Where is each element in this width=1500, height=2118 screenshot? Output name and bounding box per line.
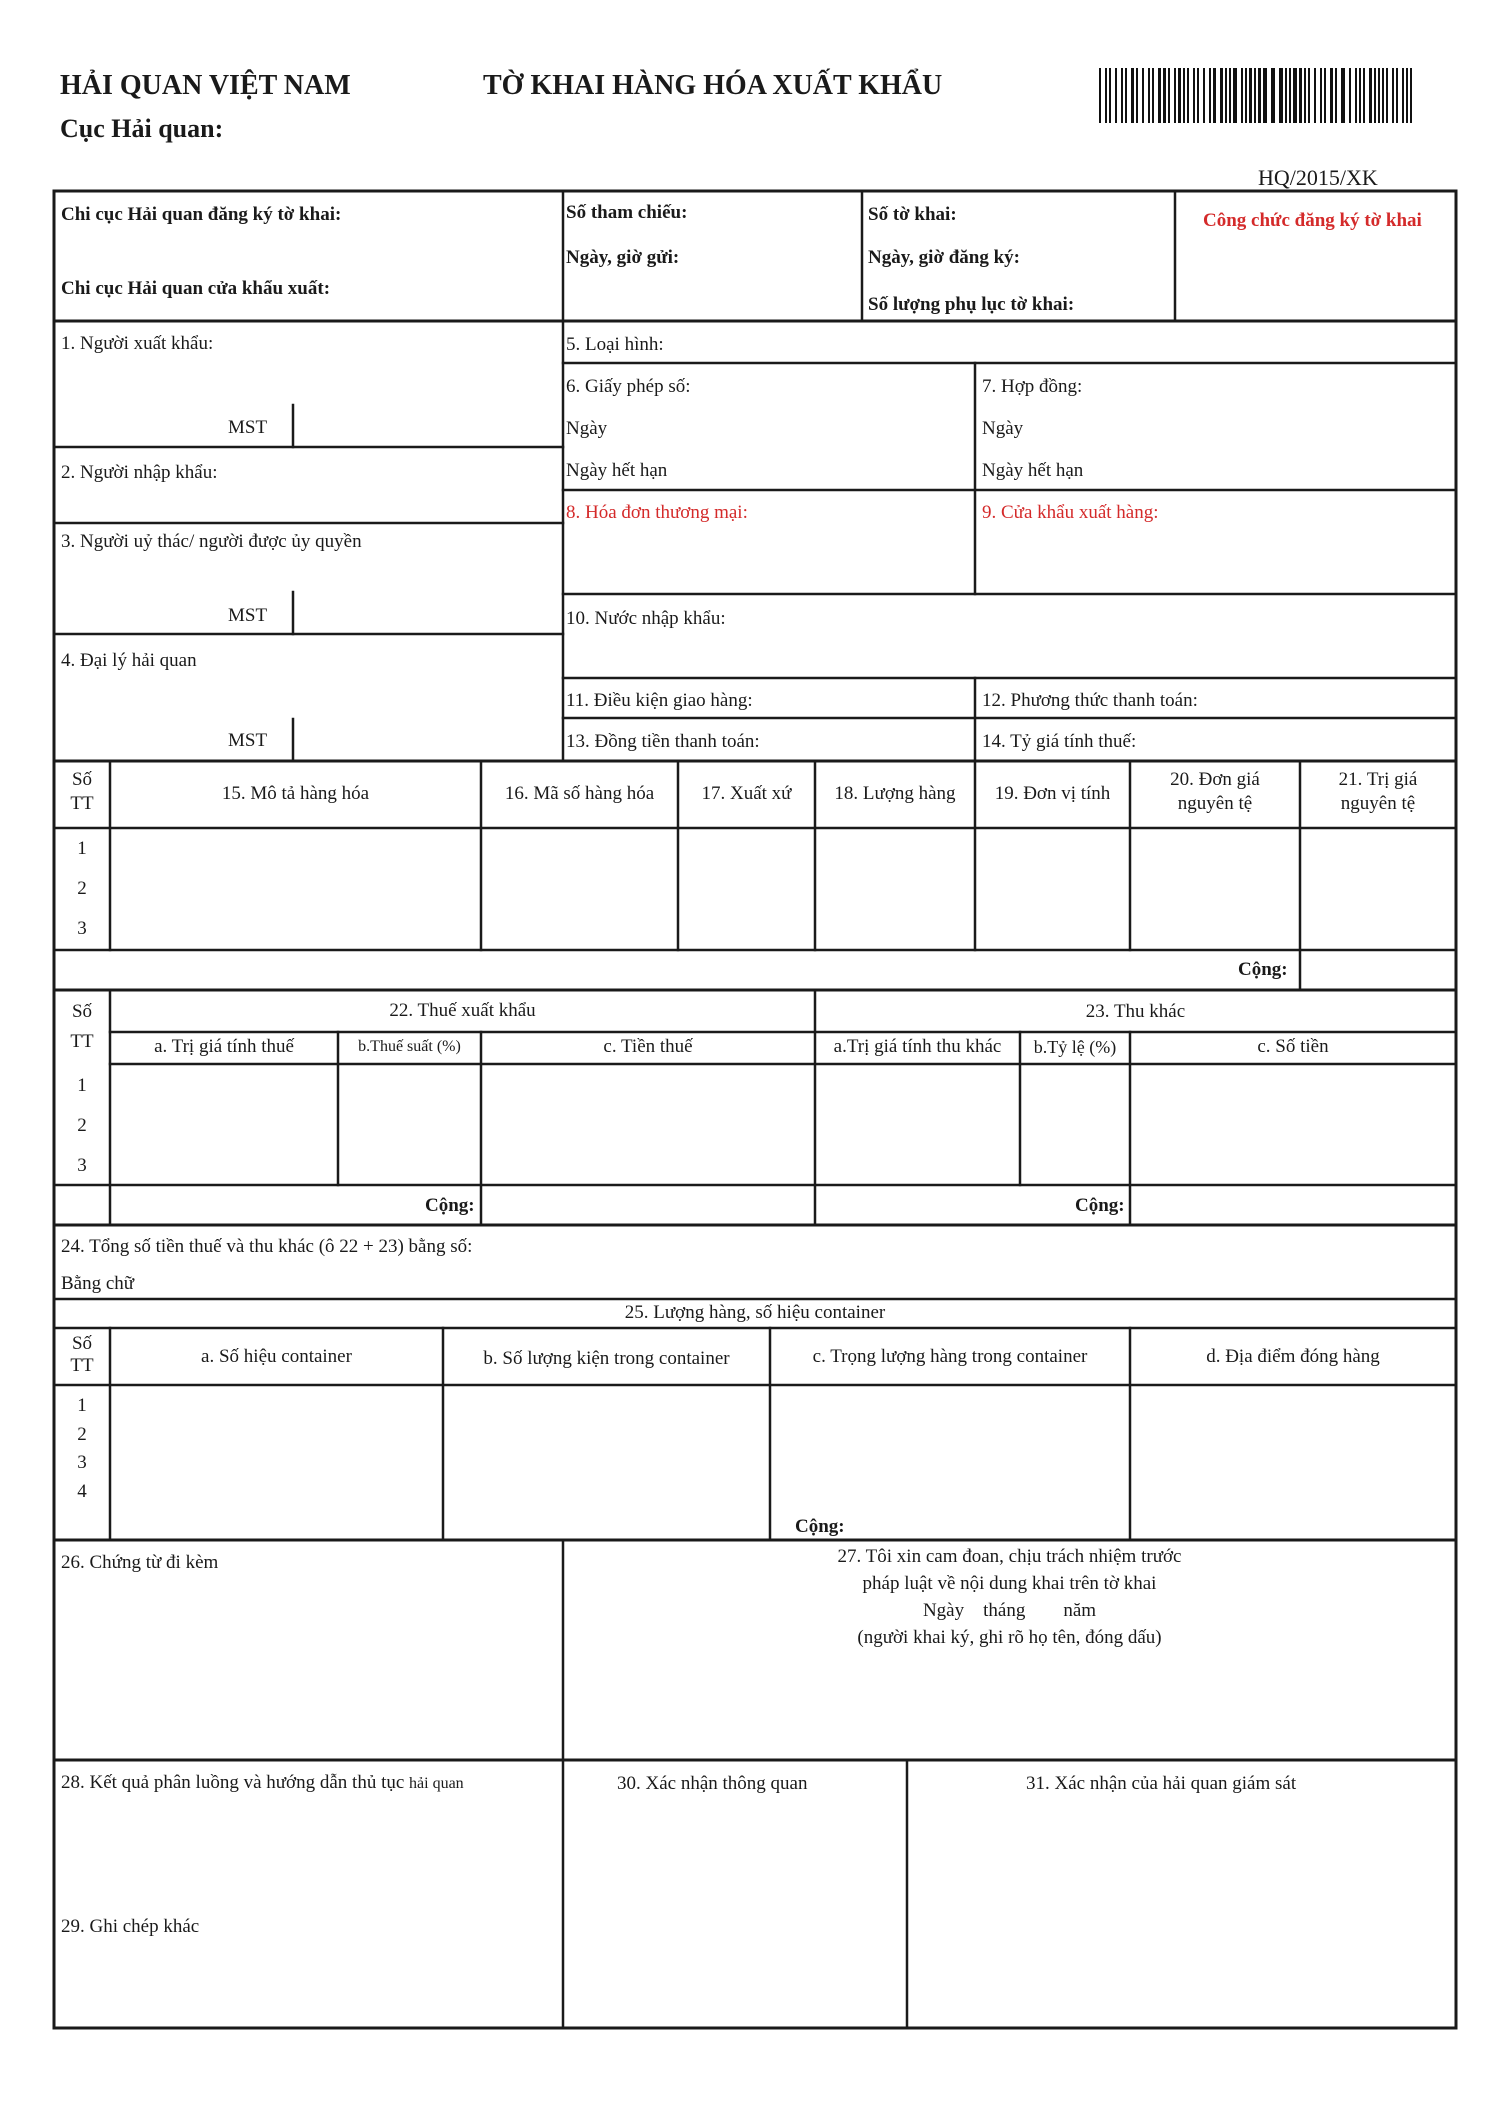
other-notes-label: 29. Ghi chép khác [61, 1916, 200, 1937]
container-number-header: a. Số hiệu container [201, 1346, 352, 1367]
form-code: HQ/2015/XK [1258, 165, 1378, 190]
amount-in-words-label: Bằng chữ [61, 1273, 135, 1294]
authorized-mst-label: MST [228, 605, 268, 626]
goods-row-number: 3 [77, 918, 87, 939]
fee-total-label: Cộng: [1075, 1195, 1125, 1216]
container-row-number: 1 [77, 1395, 87, 1416]
goods-row-number: 2 [77, 878, 87, 899]
other-fees-header: 23. Thu khác [1085, 1001, 1186, 1022]
attached-documents-label: 26. Chứng từ đi kèm [61, 1552, 219, 1573]
appendix-count-label: Số lượng phụ lục tờ khai: [868, 294, 1075, 315]
import-country-label: 10. Nước nhập khẩu: [566, 608, 726, 629]
declaration-no-label: Số tờ khai: [868, 204, 957, 225]
send-datetime-label: Ngày, giờ gửi: [566, 247, 680, 268]
goods-unit-price-header: 20. Đơn giá nguyên tệ [1170, 769, 1260, 814]
supervision-confirmation-label: 31. Xác nhận của hải quan giám sát [1026, 1773, 1297, 1794]
container-row-numbers [54, 1392, 110, 1506]
goods-value-header: 21. Trị giá nguyên tệ [1338, 769, 1418, 814]
payment-method-label: 12. Phương thức thanh toán: [982, 690, 1198, 711]
tax-taxable-value-header: a. Trị giá tính thuế [154, 1036, 294, 1057]
container-weight-header: c. Trọng lượng hàng trong container [812, 1346, 1088, 1367]
tax-amount-header: c. Tiền thuế [603, 1036, 693, 1057]
tax-row-number: 1 [77, 1075, 87, 1096]
tax-rate-header: b.Thuế suất (%) [358, 1038, 461, 1055]
authorized-person-label: 3. Người uỷ thác/ người được ủy quyền [61, 531, 362, 552]
container-stt-header: Số TT [70, 1333, 94, 1376]
container-total-label: Cộng: [795, 1516, 845, 1537]
importer-label: 2. Người nhập khẩu: [61, 462, 218, 483]
payment-currency-label: 13. Đồng tiền thanh toán: [566, 731, 760, 752]
commercial-invoice-label: 8. Hóa đơn thương mại: [566, 502, 748, 523]
channel-result-label: 28. Kết quả phân luồng và hướng dẫn thủ tục hải quan [61, 1772, 464, 1793]
type-label: 5. Loại hình: [566, 334, 664, 355]
commitment-date-line: Ngày tháng năm [922, 1600, 1097, 1621]
agency-name: HẢI QUAN VIỆT NAM [60, 70, 351, 101]
container-section-title: 25. Lượng hàng, số hiệu container [624, 1302, 886, 1323]
exchange-rate-label: 14. Tỷ giá tính thuế: [982, 731, 1137, 752]
license-date-label: Ngày [566, 418, 608, 439]
container-package-count-header: b. Số lượng kiện trong container [483, 1348, 730, 1369]
tax-stt-header: Số TT [70, 1001, 94, 1052]
goods-description-header: 15. Mô tả hàng hóa [221, 783, 370, 804]
goods-row-number: 1 [77, 838, 87, 859]
contract-expiry-label: Ngày hết hạn [982, 460, 1084, 481]
goods-quantity-header: 18. Lượng hàng [834, 783, 956, 804]
fee-amount-header: c. Số tiền [1257, 1036, 1329, 1057]
goods-total-label: Cộng: [1238, 959, 1288, 980]
customs-branch-exit-label: Chi cục Hải quan cửa khẩu xuất: [61, 278, 331, 299]
barcode-image [1099, 68, 1415, 123]
department-label: Cục Hải quan: [60, 114, 224, 143]
commitment-line: pháp luật về nội dung khai trên tờ khai [862, 1573, 1157, 1594]
license-expiry-label: Ngày hết hạn [566, 460, 668, 481]
total-tax-label: 24. Tổng số tiền thuế và thu khác (ô 22 + 23) bằng số: [61, 1236, 473, 1257]
clearance-confirmation-label: 30. Xác nhận thông quan [617, 1773, 808, 1794]
form-title: TỜ KHAI HÀNG HÓA XUẤT KHẨU [483, 70, 943, 101]
agent-mst-label: MST [228, 730, 268, 751]
delivery-terms-label: 11. Điều kiện giao hàng: [566, 690, 753, 711]
register-datetime-label: Ngày, giờ đăng ký: [868, 247, 1020, 268]
license-no-label: 6. Giấy phép số: [566, 376, 691, 397]
signature-instruction: (người khai ký, ghi rõ họ tên, đóng dấu) [857, 1627, 1162, 1648]
container-row-number: 2 [77, 1423, 87, 1445]
exporter-label: 1. Người xuất khẩu: [61, 333, 214, 354]
goods-row-numbers [54, 838, 110, 940]
officer-label: Công chức đăng ký tờ khai [1203, 210, 1422, 231]
tax-row-number: 3 [77, 1155, 87, 1176]
contract-date-label: Ngày [982, 418, 1024, 439]
fee-base-header: a.Trị giá tính thu khác [833, 1036, 1002, 1057]
customs-branch-register-label: Chi cục Hải quan đăng ký tờ khai: [61, 204, 342, 225]
goods-stt-header: Số TT [70, 769, 94, 814]
tax-total-label: Cộng: [425, 1195, 475, 1216]
declarant-commitment [563, 1543, 1456, 1651]
goods-origin-header: 17. Xuất xứ [701, 783, 792, 804]
contract-label: 7. Hợp đồng: [982, 376, 1083, 397]
export-gate-label: 9. Cửa khẩu xuất hàng: [982, 502, 1159, 523]
goods-hs-code-header: 16. Mã số hàng hóa [504, 783, 655, 804]
reference-no-label: Số tham chiếu: [566, 202, 688, 223]
container-row-number: 3 [77, 1452, 87, 1473]
export-tax-header: 22. Thuế xuất khẩu [389, 1000, 536, 1021]
container-row-number: 4 [77, 1480, 87, 1502]
exporter-mst-label: MST [228, 417, 268, 438]
fee-rate-header: b.Tỷ lệ (%) [1033, 1037, 1117, 1057]
packing-location-header: d. Địa điểm đóng hàng [1206, 1346, 1380, 1367]
tax-row-number: 2 [77, 1115, 87, 1136]
commitment-line: 27. Tôi xin cam đoan, chịu trách nhiệm trước [837, 1546, 1182, 1567]
tax-row-numbers [54, 1075, 110, 1177]
goods-unit-header: 19. Đơn vị tính [994, 783, 1111, 804]
customs-agent-label: 4. Đại lý hải quan [61, 650, 197, 671]
